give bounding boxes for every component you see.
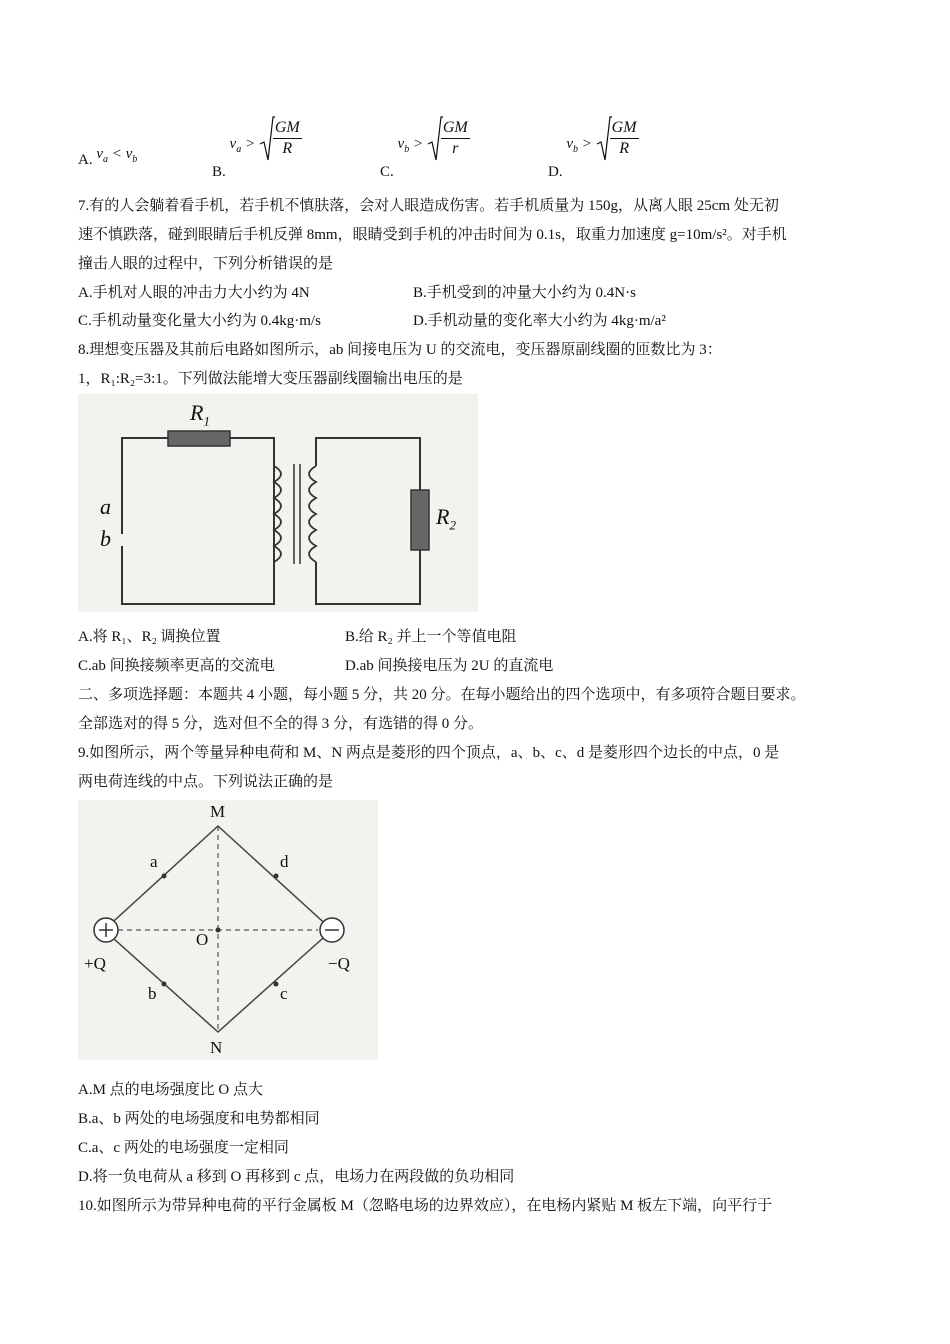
point-d-dot xyxy=(274,874,279,879)
q7-option-d: D.手机动量的变化率大小约为 4kg·m/a² xyxy=(413,313,666,329)
section-2-heading-line-2: 全部选对的得 5 分，选对但不全的得 3 分，有选错的得 0 分。 xyxy=(78,716,484,732)
q6-option-c-label: C. xyxy=(380,163,394,180)
label-o: O xyxy=(196,930,209,949)
q8-option-b: B.给 R₂ 并上一个等值电阻 xyxy=(345,629,517,645)
point-o-dot xyxy=(216,928,221,933)
transformer-circuit-figure xyxy=(78,394,478,612)
q7-stem-line-2: 速不慎跌落，碰到眼睛后手机反弹 8mm，眼睛受到手机的冲击时间为 0.1s，取重力加速度 g=10m/s²。对手机 xyxy=(78,227,787,243)
r1-label xyxy=(190,400,210,429)
label-minus-q: −Q xyxy=(328,954,350,973)
label-a: a xyxy=(150,852,158,871)
q6-option-d-label: D. xyxy=(548,163,563,180)
point-a-dot xyxy=(162,874,167,879)
r2-label xyxy=(436,504,456,533)
q7-stem-line-1: 7.有的人会躺着看手机，若手机不慎肤落，会对人眼造成伤害。若手机质量为 150g，从离人眼 25cm 处无初 xyxy=(78,198,779,214)
q6-d-numerator: GM xyxy=(610,118,639,139)
q6-c-denominator: r xyxy=(452,140,459,157)
primary-coil xyxy=(274,466,281,562)
label-m: M xyxy=(210,802,226,821)
label-plus-q: +Q xyxy=(84,954,106,973)
q6-d-denominator: R xyxy=(619,140,629,157)
resistor-r2 xyxy=(411,490,429,550)
label-c: c xyxy=(280,984,288,1003)
q9-stem-line-1: 9.如图所示，两个等量异种电荷和 M、N 两点是菱形的四个顶点，a、b、c、d 是菱形四个边长的中点，0 是 xyxy=(78,745,780,761)
q8-option-c: C.ab 间换接频率更高的交流电 xyxy=(78,658,275,674)
terminal-a-label: a xyxy=(100,494,111,519)
r1-letter: R xyxy=(190,400,204,425)
q6-b-denominator: R xyxy=(282,140,293,157)
q6-option-b: B. $v_a$ > $\frac{GM}{R}$ xyxy=(212,119,300,180)
rhombus-charge-figure xyxy=(78,800,378,1060)
label-n: N xyxy=(210,1038,223,1057)
r2-letter: R xyxy=(436,504,450,529)
label-b: b xyxy=(148,984,157,1003)
q6-option-d: D. $v_b$ > $\frac{GM}{R}$ xyxy=(548,119,637,180)
q7-option-b: B.手机受到的冲量大小约为 0.4N·s xyxy=(413,285,636,301)
q8-option-a: A.将 R₁、R₂ 调换位置 xyxy=(78,629,221,645)
q9-option-b: B.a、b 两处的电场强度和电势都相同 xyxy=(78,1111,320,1127)
q7-option-c: C.手机动量变化量大小约为 0.4kg·m/s xyxy=(78,313,321,329)
q10-stem-line-1: 10.如图所示为带异种电荷的平行金属板 M（忽略电场的边界效应），在电杨内紧贴 M 板左下端，向平行于 xyxy=(78,1198,773,1214)
label-d: d xyxy=(280,852,289,871)
r2-subscript: 2 xyxy=(449,517,456,533)
q8-stem-line-1: 8.理想变压器及其前后电路如图所示，ab 间接电压为 U 的交流电，变压器原副线圈的匝数比为 3： xyxy=(78,342,722,358)
q7-stem-line-3: 撞击人眼的过程中，下列分析错误的是 xyxy=(78,256,334,272)
q6-option-b-label: B. xyxy=(212,163,226,180)
q6-c-numerator: GM xyxy=(441,118,470,139)
q8-stem-line-2: 1，R₁:R₂=3:1。下列做法能增大变压器副线圈输出电压的是 xyxy=(78,371,463,387)
q9-option-c: C.a、c 两处的电场强度一定相同 xyxy=(78,1140,289,1156)
section-2-heading-line-1: 二、多项选择题：本题共 4 小题，每小题 5 分，共 20 分。在每小题给出的四个选项中，有多项符合题目要求。 xyxy=(78,687,806,703)
q6-option-a-label: A. xyxy=(78,152,93,168)
q7-option-a: A.手机对人眼的冲击力大小约为 4N xyxy=(78,285,310,301)
point-b-dot xyxy=(162,982,167,987)
q6-b-numerator: GM xyxy=(273,118,302,139)
q9-option-d: D.将一负电荷从 a 移到 O 再移到 c 点，电场力在两段做的负功相同 xyxy=(78,1169,515,1185)
q6-option-d-sqrt xyxy=(596,118,639,159)
q9-option-a: A.M 点的电场强度比 O 点大 xyxy=(78,1082,264,1098)
terminal-b-label: b xyxy=(100,526,111,551)
q8-option-d: D.ab 间换接电压为 2U 的直流电 xyxy=(345,658,554,674)
q6-option-a-expr: $v_a < v_b$ xyxy=(96,146,138,165)
secondary-coil xyxy=(309,466,316,562)
q9-stem-line-2: 两电荷连线的中点。下列说法正确的是 xyxy=(78,774,334,790)
point-c-dot xyxy=(274,982,279,987)
q6-option-b-sqrt xyxy=(259,118,302,159)
q6-option-a xyxy=(78,146,138,176)
q6-option-c: C. $v_b$ > $\frac{GM}{r}$ xyxy=(380,119,468,180)
r1-subscript: 1 xyxy=(203,413,210,429)
resistor-r1 xyxy=(168,431,230,446)
q6-option-c-sqrt xyxy=(427,118,470,159)
